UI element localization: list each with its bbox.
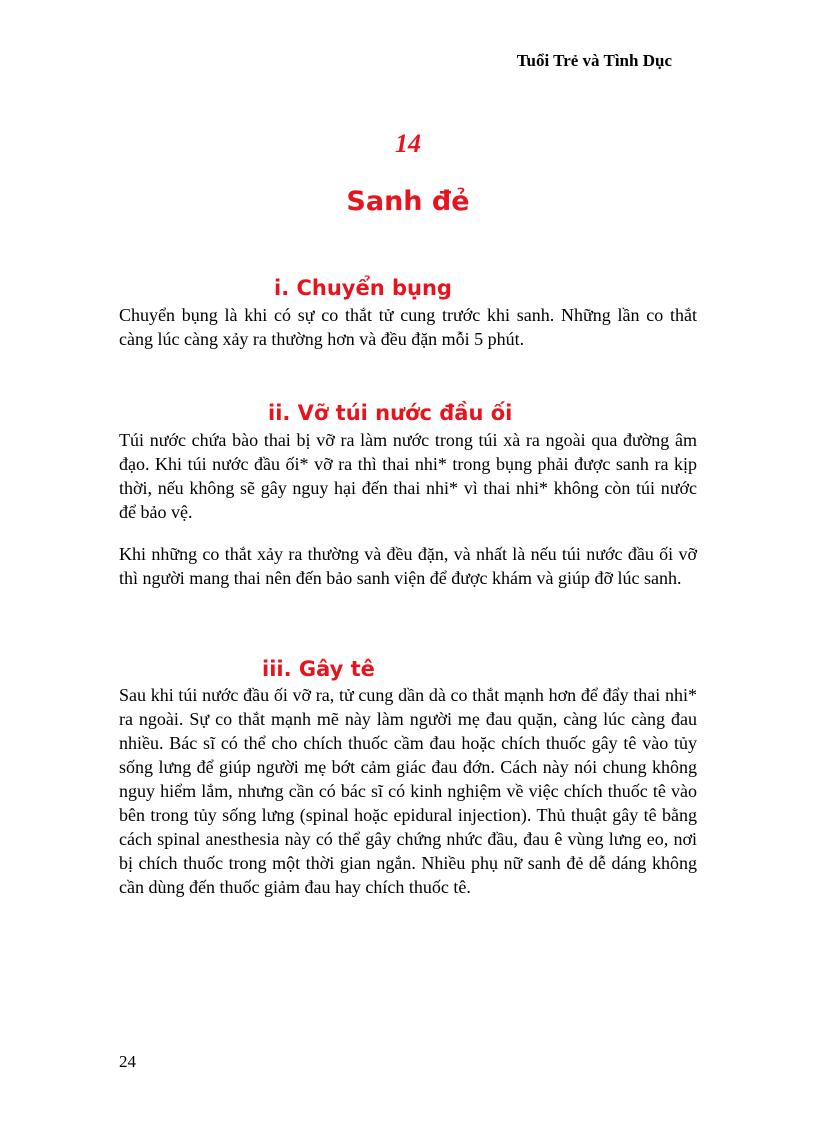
section-heading-chuyen-bung: i. Chuyển bụng [274, 276, 452, 300]
chapter-title: Sanh đẻ [346, 186, 470, 217]
chapter-number: 14 [395, 129, 421, 158]
section-heading-gay-te: iii. Gây tê [262, 657, 375, 681]
running-header: Tuổi Trẻ và Tình Dục [516, 51, 672, 70]
paragraph-gay-te: Sau khi túi nước đầu ối vỡ ra, tử cung dần dà co thắt mạnh hơn để đẩy thai nhi* ra ngoài. Sự co thắt mạnh mẽ này làm người mẹ đau quặn, càng lúc càng đau nhiều. Bác sĩ có thể cho chích thuốc cầm đau hoặc chích thuốc gây tê vào tủy sống lưng để giúp người mẹ bớt cảm giác đau đớn. Cách này nói chung không nguy hiểm lắm, nhưng cần có bác sĩ có kinh nghiệm về việc chích thuốc tê vào bên trong tủy sống lưng (spinal hoặc epidural injection). Thủ thuật gây tê bằng cách spinal anesthesia này có thể gây chứng nhức đầu, đau ê vùng lưng eo, nơi bị chích thuốc trong một thời gian ngắn. Nhiều phụ nữ sanh đẻ dễ dáng không cần dùng đến thuốc giảm đau hay chích thuốc tê. [119, 685, 697, 897]
page-number: 24 [119, 1052, 136, 1071]
section-heading-vo-tui-nuoc: ii. Vỡ túi nước đầu ối [268, 401, 513, 425]
paragraph-chuyen-bung: Chuyển bụng là khi có sự co thắt tử cung trước khi sanh. Những lần co thắt càng lúc càng xảy ra thường hơn và đều đặn mỗi 5 phút. [119, 305, 697, 349]
paragraph-vo-tui-nuoc-2: Khi những co thắt xảy ra thường và đều đặn, và nhất là nếu túi nước đầu ối vỡ thì người mang thai nên đến bảo sanh viện để được khám và giúp đỡ lúc sanh. [119, 544, 697, 588]
paragraph-vo-tui-nuoc-1: Túi nước chứa bào thai bị vỡ ra làm nước trong túi xà ra ngoài qua đường âm đạo. Khi túi nước đầu ối* vỡ ra thì thai nhi* trong bụng phải được sanh ra kịp thời, nếu không sẽ gây nguy hại đến thai nhi* vì thai nhi* không còn túi nước để bảo vệ. [119, 430, 697, 522]
